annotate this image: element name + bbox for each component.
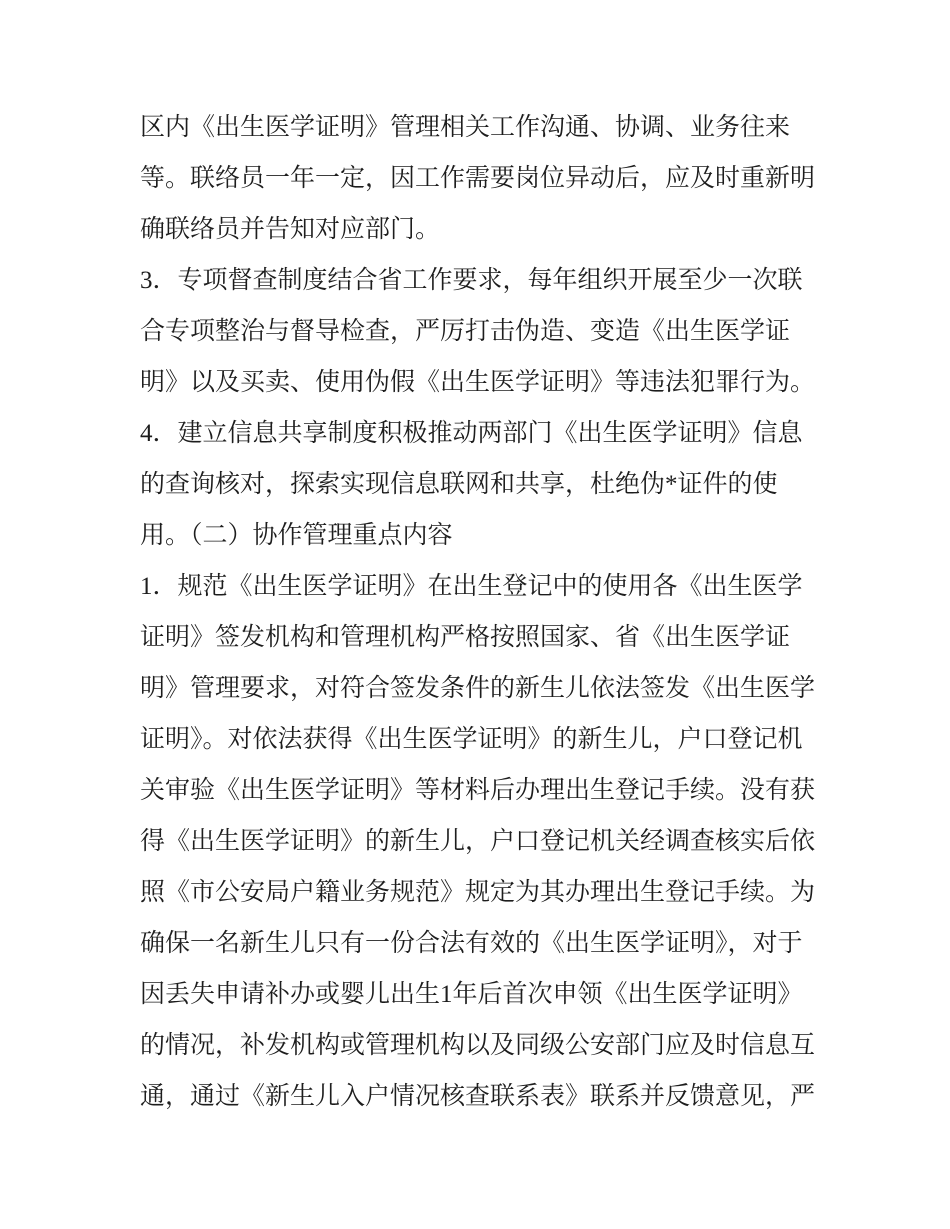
text-line-numbered-item-3: 3．专项督查制度结合省工作要求，每年组织开展至少一次联 [140,267,803,294]
text-line: 照《市公安局户籍业务规范》规定为其办理出生登记手续。为 [140,879,816,906]
text-line-numbered-item-1: 1．规范《出生医学证明》在出生登记中的使用各《出生医学 [140,573,803,600]
text-line: 证明》。对依法获得《出生医学证明》的新生儿，户口登记机 [140,726,803,753]
text-line-section-heading: 用。（二）协作管理重点内容 [140,522,453,549]
text-line: 关审验《出生医学证明》等材料后办理出生登记手续。没有获 [140,777,816,804]
text-line: 合专项整治与督导检查，严厉打击伪造、变造《出生医学证 [140,318,791,345]
text-line-numbered-item-4: 4．建立信息共享制度积极推动两部门《出生医学证明》信息 [140,420,803,447]
text-line: 因丢失申请补办或婴儿出生1年后首次申领《出生医学证明》 [140,981,803,1008]
text-line: 的情况，补发机构或管理机构以及同级公安部门应及时信息互 [140,1032,816,1059]
text-line: 等。联络员一年一定，因工作需要岗位异动后，应及时重新明 [140,165,816,192]
text-line: 确保一名新生儿只有一份合法有效的《出生医学证明》，对于 [140,930,803,957]
text-line: 证明》签发机构和管理机构严格按照国家、省《出生医学证 [140,624,791,651]
text-line: 得《出生医学证明》的新生儿，户口登记机关经调查核实后依 [140,828,816,855]
text-line: 明》以及买卖、使用伪假《出生医学证明》等违法犯罪行为。 [140,369,816,396]
text-line: 明》管理要求，对符合签发条件的新生儿依法签发《出生医学 [140,675,816,702]
text-line: 区内《出生医学证明》管理相关工作沟通、协调、业务往来 [140,114,791,141]
text-line: 确联络员并告知对应部门。 [140,216,441,243]
text-line: 的查询核对，探索实现信息联网和共享，杜绝伪*证件的使 [140,471,778,498]
text-line: 通，通过《新生儿入户情况核查联系表》联系并反馈意见，严 [140,1083,816,1110]
